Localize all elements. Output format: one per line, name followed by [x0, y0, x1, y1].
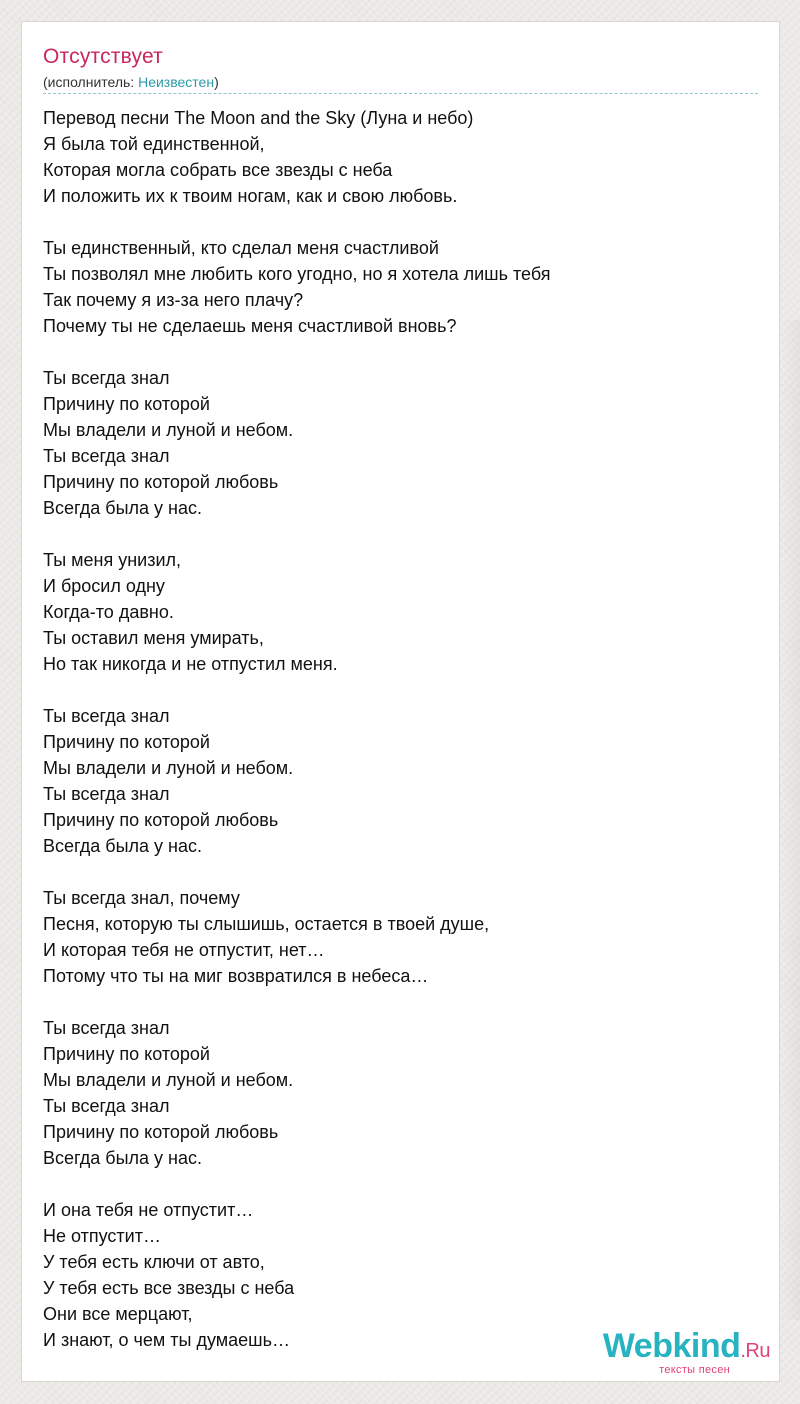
lyric-line: Ты всегда знал [43, 1018, 170, 1038]
logo-main-text: Webkind [602, 1327, 741, 1365]
lyric-line: Всегда была у нас. [43, 836, 203, 856]
lyrics-text [43, 105, 763, 1353]
lyric-line: Перевод песни The Moon and the Sky (Луна и небо) [43, 108, 474, 128]
lyric-line: Не отпустит… [43, 1226, 161, 1246]
lyric-line: Но так никогда и не отпустил меня. [43, 654, 338, 674]
stanza-break [43, 209, 763, 235]
stanza-break [43, 339, 763, 365]
artist-line [43, 73, 219, 91]
title-divider [43, 93, 758, 94]
lyric-line: Когда-то давно. [43, 602, 174, 622]
lyric-line: Ты всегда знал [43, 784, 170, 804]
stanza-break [43, 989, 763, 1015]
lyric-line: Мы владели и луной и небом. [43, 420, 294, 440]
logo-wordmark [603, 1329, 770, 1368]
lyric-line: Ты всегда знал [43, 368, 170, 388]
lyric-line: Причину по которой любовь [43, 1122, 279, 1142]
lyric-line: И бросил одну [43, 576, 165, 596]
lyric-line: И знают, о чем ты думаешь… [43, 1330, 290, 1350]
webkind-logo[interactable] [603, 1329, 770, 1376]
lyric-line: Я была той единственной, [43, 134, 265, 154]
artist-link[interactable]: Неизвестен [138, 74, 215, 90]
lyric-line: Ты всегда знал [43, 706, 170, 726]
lyric-line: Ты меня унизил, [43, 550, 182, 570]
page-edge-shadow [782, 320, 800, 1320]
lyric-line: Всегда была у нас. [43, 498, 203, 518]
lyric-line: Потому что ты на миг возвратился в небеса… [43, 966, 429, 986]
lyric-line: Ты всегда знал [43, 1096, 170, 1116]
lyric-line: Причину по которой [43, 732, 210, 752]
lyric-line: Причину по которой [43, 1044, 210, 1064]
lyric-line: Всегда была у нас. [43, 1148, 203, 1168]
lyric-line: Ты позволял мне любить кого угодно, но я хотела лишь тебя [43, 264, 551, 284]
lyric-line: И положить их к твоим ногам, как и свою любовь. [43, 186, 458, 206]
lyric-line: У тебя есть ключи от авто, [43, 1252, 265, 1272]
lyric-line: Ты единственный, кто сделал меня счастливой [43, 238, 439, 258]
lyric-line: Ты всегда знал, почему [43, 888, 240, 908]
stanza-break [43, 677, 763, 703]
logo-tld-text: .Ru [740, 1340, 770, 1362]
lyric-line: Ты всегда знал [43, 446, 170, 466]
lyric-line: Они все мерцают, [43, 1304, 193, 1324]
song-title: Отсутствует [43, 45, 163, 68]
lyric-line: И которая тебя не отпустит, нет… [43, 940, 325, 960]
stanza-break [43, 1171, 763, 1197]
lyric-line: Которая могла собрать все звезды с неба [43, 160, 393, 180]
lyric-line: Мы владели и луной и небом. [43, 1070, 294, 1090]
lyric-line: И она тебя не отпустит… [43, 1200, 254, 1220]
stanza-break [43, 859, 763, 885]
lyric-line: Так почему я из-за него плачу? [43, 290, 304, 310]
artist-suffix: ) [214, 74, 219, 90]
lyric-line: Почему ты не сделаешь меня счастливой вновь? [43, 316, 457, 336]
stanza-break [43, 521, 763, 547]
logo-tagline: тексты песен [659, 1364, 730, 1376]
lyric-line: Причину по которой [43, 394, 210, 414]
lyric-line: Причину по которой любовь [43, 810, 279, 830]
lyric-line: Ты оставил меня умирать, [43, 628, 264, 648]
lyric-line: Песня, которую ты слышишь, остается в твоей душе, [43, 914, 490, 934]
lyric-line: Причину по которой любовь [43, 472, 279, 492]
lyric-line: Мы владели и луной и небом. [43, 758, 294, 778]
lyrics-card [21, 21, 780, 1382]
lyric-line: У тебя есть все звезды с неба [43, 1278, 295, 1298]
artist-prefix: (исполнитель: [43, 74, 139, 90]
